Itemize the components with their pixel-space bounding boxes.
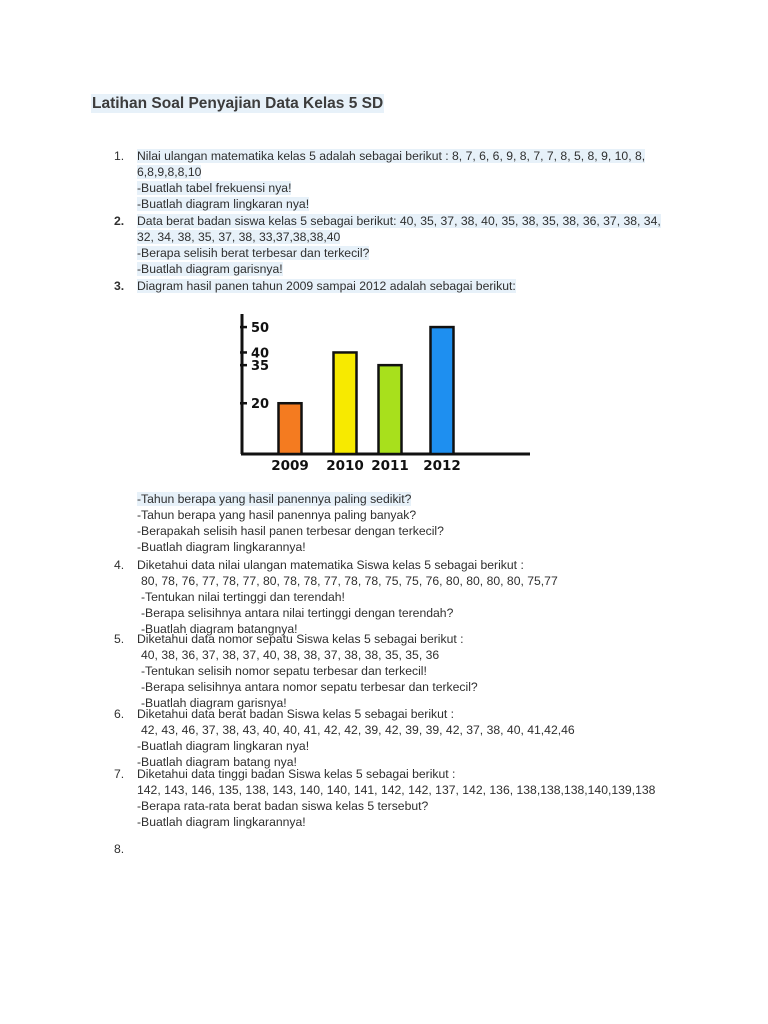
question-text: 6,8,9,8,8,10 xyxy=(137,165,202,179)
harvest-bar-chart xyxy=(232,308,538,478)
question-8-number: 8. xyxy=(114,842,125,856)
question-task: -Buatlah tabel frekuensi nya! xyxy=(137,181,292,195)
question-text: Data berat badan siswa kelas 5 sebagai berikut: 40, 35, 37, 38, 40, 35, 38, 35, 38, 36, 37, 38, 34, xyxy=(137,214,661,228)
question-task: -Buatlah diagram lingkarannya! xyxy=(137,540,306,554)
question-task: -Tahun berapa yang hasil panennya paling banyak? xyxy=(137,508,417,522)
x-tick-label: 2012 xyxy=(423,458,461,474)
question-data: 142, 143, 146, 135, 138, 143, 140, 140, 141, 142, 142, 137, 142, 136, 138,138,138,140,139,138 xyxy=(137,783,656,797)
question-3-tasks xyxy=(137,491,444,555)
question-data: 80, 78, 76, 77, 78, 77, 80, 78, 78, 77, 78, 78, 75, 75, 76, 80, 80, 80, 80, 75,77 xyxy=(141,574,558,588)
question-text: Diagram hasil panen tahun 2009 sampai 2012 adalah sebagai berikut: xyxy=(137,279,516,293)
question-task: -Buatlah diagram lingkarannya! xyxy=(137,815,306,829)
question-2 xyxy=(114,213,661,277)
question-7 xyxy=(114,766,656,830)
question-task: -Tahun berapa yang hasil panennya paling sedikit? xyxy=(137,492,412,506)
question-task: -Tentukan nilai tertinggi dan terendah! xyxy=(141,590,345,604)
y-tick-label: 35 xyxy=(251,359,270,375)
question-data: 40, 38, 36, 37, 38, 37, 40, 38, 38, 37, 38, 38, 35, 35, 36 xyxy=(141,648,440,662)
page-title: Latihan Soal Penyajian Data Kelas 5 SD xyxy=(92,95,384,112)
question-number: 5. xyxy=(114,632,125,646)
y-tick-label: 50 xyxy=(251,321,270,337)
question-task: -Buatlah diagram batang nya! xyxy=(137,755,297,769)
question-text: Nilai ulangan matematika kelas 5 adalah sebagai berikut : 8, 7, 6, 6, 9, 8, 7, 7, 8, 5, 8, 9, 10, 8, xyxy=(137,149,646,163)
question-task: -Tentukan selisih nomor sepatu terbesar dan terkecil! xyxy=(141,664,427,678)
question-3 xyxy=(114,278,516,294)
x-tick-label: 2011 xyxy=(371,458,409,474)
question-6 xyxy=(114,706,575,770)
question-task: -Buatlah diagram lingkaran nya! xyxy=(137,197,310,211)
x-tick-label: 2009 xyxy=(271,458,309,474)
question-task: -Berapa selisihnya antara nomor sepatu terbesar dan terkecil? xyxy=(141,680,478,694)
bar-2012 xyxy=(431,327,454,454)
question-task: -Buatlah diagram batangnya! xyxy=(141,622,298,636)
question-number: 7. xyxy=(114,767,125,781)
question-data: 42, 43, 46, 37, 38, 43, 40, 40, 41, 42, 42, 39, 42, 39, 39, 42, 37, 38, 40, 41,42,46 xyxy=(141,723,575,737)
question-task: -Berapa selisihnya antara nilai tertinggi dengan terendah? xyxy=(141,606,454,620)
bar-2010 xyxy=(334,352,357,454)
question-4 xyxy=(114,557,558,637)
bar-chart-svg xyxy=(232,308,538,478)
question-text: Diketahui data berat badan Siswa kelas 5 sebagai berikut : xyxy=(137,707,455,721)
question-task: -Berapa rata-rata berat badan siswa kelas 5 tersebut? xyxy=(137,799,429,813)
question-text: Diketahui data nomor sepatu Siswa kelas 5 sebagai berikut : xyxy=(137,632,464,646)
question-text: Diketahui data nilai ulangan matematika Siswa kelas 5 sebagai berikut : xyxy=(137,558,524,572)
y-tick-label: 40 xyxy=(251,346,270,362)
question-number: 3. xyxy=(114,279,125,293)
question-task: -Buatlah diagram lingkaran nya! xyxy=(137,739,310,753)
question-number: 6. xyxy=(114,707,125,721)
question-task: -Berapakah selisih hasil panen terbesar dengan terkecil? xyxy=(137,524,444,538)
question-text: 32, 34, 38, 35, 37, 38, 33,37,38,38,40 xyxy=(137,230,341,244)
question-number: 4. xyxy=(114,558,125,572)
question-task: -Berapa selisih berat terbesar dan terkecil? xyxy=(137,246,370,260)
question-text: Diketahui data tinggi badan Siswa kelas 5 sebagai berikut : xyxy=(137,767,456,781)
bar-2011 xyxy=(379,365,402,454)
bar-2009 xyxy=(279,403,302,454)
question-number: 1. xyxy=(114,149,125,163)
y-tick-label: 20 xyxy=(251,397,270,413)
x-tick-label: 2010 xyxy=(326,458,364,474)
question-5 xyxy=(114,631,478,711)
question-task: -Buatlah diagram garisnya! xyxy=(137,262,283,276)
question-task: -Buatlah diagram garisnya! xyxy=(141,696,287,710)
question-number: 2. xyxy=(114,214,125,228)
question-1 xyxy=(114,148,646,212)
